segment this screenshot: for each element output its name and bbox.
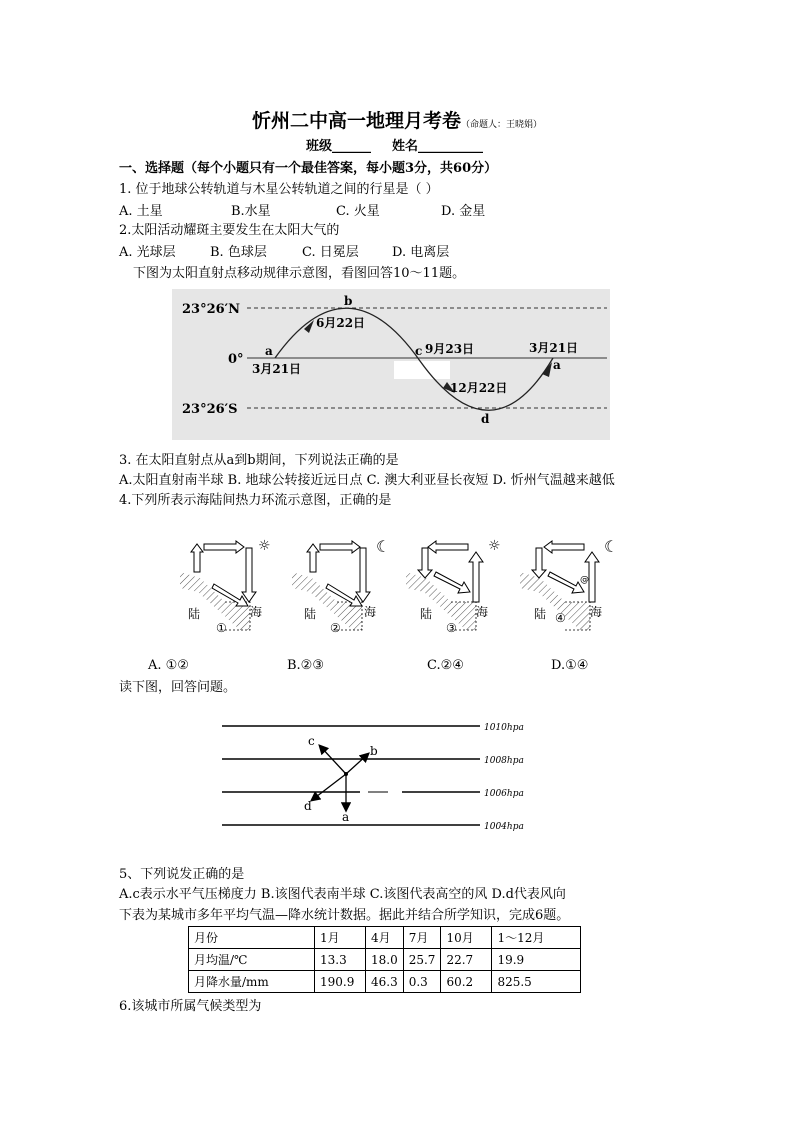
origin-point <box>344 772 348 776</box>
table-cell: 22.7 <box>441 949 492 971</box>
q1-option-d[interactable]: D. 金星 <box>441 204 486 219</box>
arrow-up-1 <box>191 544 203 572</box>
table-cell: 60.2 <box>441 971 492 993</box>
q3-options[interactable]: A.太阳直射南半球 B. 地球公转接近远日点 C. 澳大利亚昼长夜短 D. 忻州气温越来越低 <box>119 473 615 488</box>
moon-icon-2: ☾ <box>376 537 391 556</box>
q4-option-c[interactable]: C.②④ <box>427 658 464 673</box>
point-a: a <box>265 344 273 358</box>
panel-label-4: ④ <box>555 611 566 625</box>
arrow-surface-4 <box>548 572 584 593</box>
table-cell: 25.7 <box>403 949 441 971</box>
q1-option-b[interactable]: B.水星 <box>231 204 271 219</box>
header-cell: 1月 <box>315 927 366 949</box>
vector-c <box>320 746 346 774</box>
table-cell: 月降水量/mm <box>189 971 315 993</box>
title-text: 忻州二中高一地理月考卷 <box>251 110 461 132</box>
table-row <box>189 949 581 971</box>
table-cell: 825.5 <box>492 971 581 993</box>
table-row <box>189 971 581 993</box>
date-a: 3月21日 <box>252 362 302 376</box>
header-cell: 1～12月 <box>492 927 581 949</box>
q3-stem: 3. 在太阳直射点从a到b期间，下列说法正确的是 <box>119 453 399 468</box>
table-cell: 13.3 <box>315 949 366 971</box>
date-d: 12月22日 <box>450 381 508 395</box>
table-cell: 月均温/℃ <box>189 949 315 971</box>
land-slope-3 <box>406 572 476 630</box>
sun-icon-3: ☼ <box>488 538 501 554</box>
header-cell: 4月 <box>366 927 404 949</box>
q5-options[interactable]: A.c表示水平气压梯度力 B.该图代表南半球 C.该图代表高空的风 D.d代表风向 <box>119 887 566 902</box>
name-field[interactable]: 姓名__________ <box>392 139 484 154</box>
sea-label-4: 海 <box>590 605 603 619</box>
panel-label-2: ② <box>330 621 341 635</box>
header-cell: 月份 <box>189 927 315 949</box>
q4-stem: 4.下列所表示海陆间热力环流示意图，正确的是 <box>119 493 392 508</box>
q2-option-c[interactable]: C. 日冕层 <box>302 245 359 260</box>
vector-c-label: c <box>308 734 315 748</box>
table-cell: 18.0 <box>366 949 404 971</box>
climate-table <box>188 926 581 993</box>
date-a2: 3月21日 <box>529 341 579 355</box>
q5-stem: 5、下列说发正确的是 <box>119 867 245 882</box>
pressure-figure-intro: 读下图，回答问题。 <box>119 680 237 695</box>
q6-stem: 6.该城市所属气候类型为 <box>119 999 262 1014</box>
q4-option-d[interactable]: D.①④ <box>551 658 589 673</box>
isobar-label-1008: 1008hpa <box>484 756 524 766</box>
isobar-label-1010: 1010hpa <box>484 723 524 733</box>
isobar-label-1006: 1006hpa <box>484 789 524 799</box>
vector-d <box>312 774 346 800</box>
circulation-panel-3[interactable] <box>406 538 501 635</box>
table-cell: 190.9 <box>315 971 366 993</box>
date-b: 6月22日 <box>316 316 366 330</box>
land-label-2: 陆 <box>304 607 317 621</box>
panel-label-3: ③ <box>446 621 457 635</box>
vector-d-label: d <box>304 799 312 813</box>
panel-label-1: ① <box>216 621 227 635</box>
vector-b <box>346 754 368 774</box>
q2-stem: 2.太阳活动耀斑主要发生在太阳大气的 <box>119 223 340 238</box>
isobar-label-1004: 1004hpa <box>484 822 524 832</box>
header-cell: 7月 <box>403 927 441 949</box>
sea-label-3: 海 <box>476 605 489 619</box>
subsolar-point-diagram <box>172 289 610 440</box>
land-label-4: 陆 <box>534 607 547 621</box>
lat-0-label: 0° <box>228 352 244 367</box>
vector-b-label: b <box>370 744 378 758</box>
sun-figure-intro: 下图为太阳直射点移动规律示意图，看图回答10～11题。 <box>133 266 466 281</box>
land-label-1: 陆 <box>188 607 201 621</box>
circulation-panel-2[interactable] <box>292 537 390 635</box>
q4-option-a[interactable]: A. ①② <box>148 658 189 673</box>
circulation-panel-1[interactable] <box>180 538 271 635</box>
class-field[interactable]: 班级______ <box>306 139 372 154</box>
sea-land-circulation-diagrams <box>170 530 630 640</box>
lat-s-label: 23°26′S <box>182 402 238 417</box>
point-a2: a <box>553 358 561 372</box>
q2-option-d[interactable]: D. 电离层 <box>392 245 450 260</box>
sea-label-1: 海 <box>250 605 263 619</box>
q4-option-b[interactable]: B.②③ <box>287 658 324 673</box>
circulation-panel-4[interactable] <box>520 537 618 630</box>
q1-option-a[interactable]: A. 土星 <box>119 204 163 219</box>
point-c: c <box>415 344 423 358</box>
q2-option-a[interactable]: A. 光球层 <box>119 245 176 260</box>
at-mark-4: @ <box>580 575 589 585</box>
land-label-3: 陆 <box>420 607 433 621</box>
arrow-surface-3 <box>434 572 470 593</box>
table-cell: 0.3 <box>403 971 441 993</box>
section-heading: 一、选择题（每个小题只有一个最佳答案，每小题3分，共60分） <box>119 161 498 176</box>
table-header-row <box>189 927 581 949</box>
table-intro: 下表为某城市多年平均气温—降水统计数据。据此并结合所学知识，完成6题。 <box>119 908 570 923</box>
arrow-down-3 <box>418 548 432 578</box>
author-note: （命题人：王晓娟） <box>461 120 543 130</box>
moon-icon-4: ☾ <box>604 537 619 556</box>
arrow-up-3 <box>469 552 483 602</box>
vector-a-label: a <box>342 810 350 824</box>
sun-icon-1: ☼ <box>258 538 271 554</box>
arrow-top-2 <box>320 541 360 553</box>
sea-label-2: 海 <box>364 605 377 619</box>
arrow-down-1 <box>242 548 256 602</box>
lat-n-label: 23°26′N <box>182 302 240 317</box>
point-d: d <box>481 412 490 426</box>
arrow-down-4 <box>532 548 546 578</box>
point-b: b <box>344 294 353 308</box>
table-cell: 46.3 <box>366 971 404 993</box>
q2-option-b[interactable]: B. 色球层 <box>210 245 267 260</box>
date-c: 9月23日 <box>425 342 475 356</box>
arrow-up-2 <box>307 544 319 572</box>
arrow-top-3 <box>428 541 468 553</box>
q1-stem: 1. 位于地球公转轨道与木星公转轨道之间的行星是（ ） <box>119 182 439 197</box>
arrow-top-4 <box>544 541 584 553</box>
arrow-down-2 <box>356 548 370 602</box>
table-cell: 19.9 <box>492 949 581 971</box>
page-title <box>0 106 794 133</box>
header-cell: 10月 <box>441 927 492 949</box>
isobar-wind-diagram <box>218 712 538 836</box>
arrow-top-1 <box>204 541 244 553</box>
q1-option-c[interactable]: C. 火星 <box>336 204 380 219</box>
